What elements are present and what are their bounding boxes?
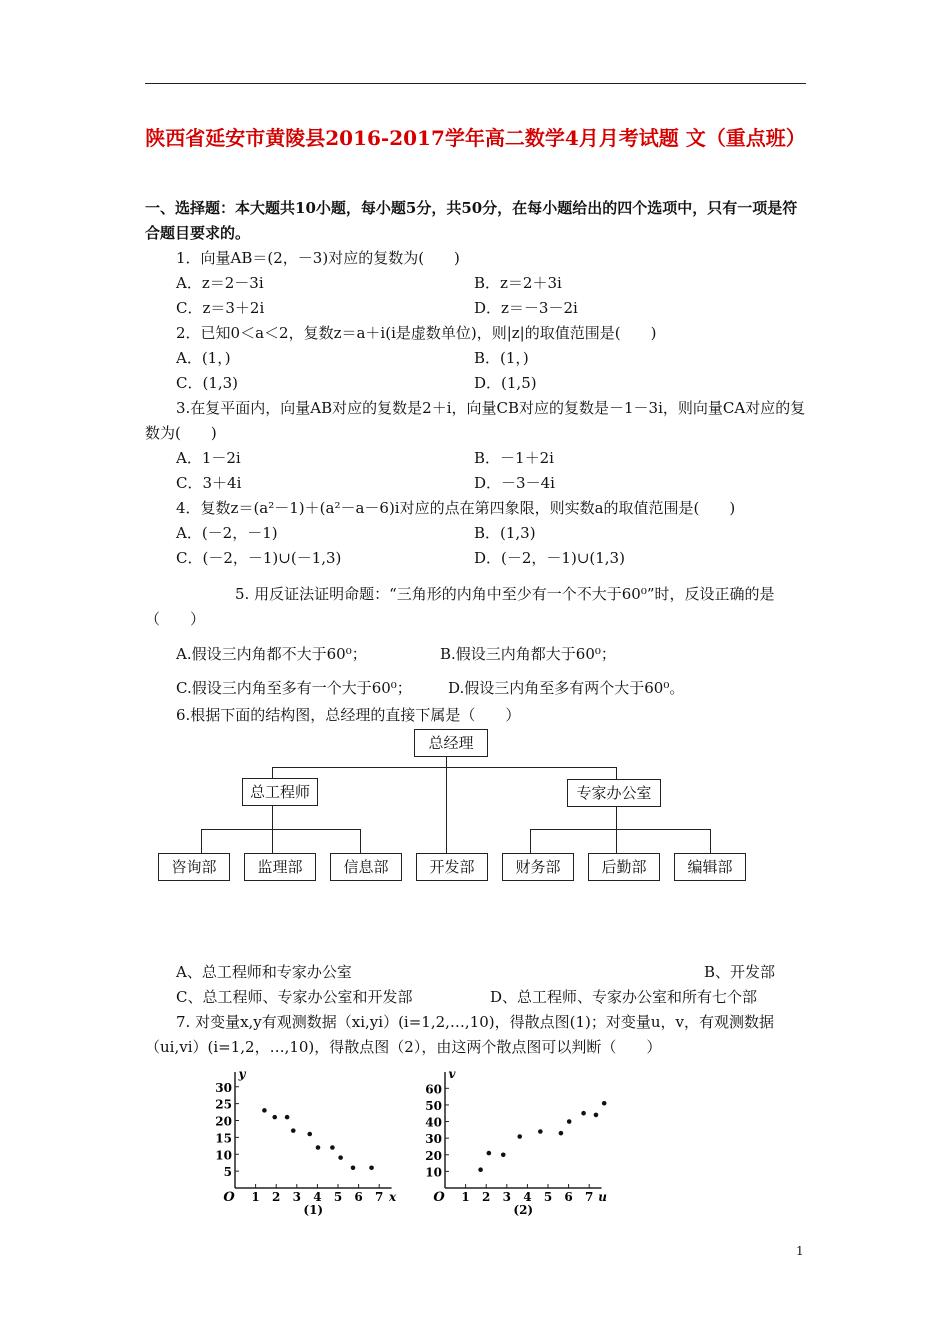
- q3-option-b: B．－1＋2i: [474, 449, 554, 467]
- q4-option-a: A．(－2，－1): [176, 524, 278, 542]
- data-point: [594, 1113, 599, 1118]
- org-connector: [201, 829, 360, 830]
- org-connector: [272, 767, 273, 778]
- page-title: 陕西省延安市黄陵县2016-2017学年高二数学4月月考试题 文（重点班）: [145, 126, 806, 150]
- y-tick-label: 50: [425, 1098, 442, 1113]
- y-tick-label: 25: [215, 1097, 232, 1112]
- y-tick-label: 30: [215, 1080, 232, 1095]
- y-tick-label: 60: [425, 1082, 442, 1097]
- x-tick-label: 5: [543, 1190, 553, 1204]
- x-tick-label: 3: [502, 1190, 511, 1204]
- data-point: [478, 1167, 483, 1172]
- origin-label: O: [223, 1190, 235, 1205]
- x-tick-label: 7: [585, 1190, 594, 1204]
- scatter-chart-2: [415, 1066, 630, 1222]
- data-point: [291, 1128, 296, 1133]
- org-root: 总经理: [414, 729, 488, 757]
- q2-option-b: B．(1，): [474, 349, 529, 367]
- y-tick-label: 20: [425, 1148, 442, 1163]
- question-3: 3.在复平面内，向量AB对应的复数是2＋i，向量CB对应的复数是－1－3i，则向量CA对应的复数为( ): [145, 399, 806, 442]
- y-tick-label: 5: [223, 1165, 232, 1180]
- org-connector: [710, 829, 711, 853]
- data-point: [316, 1145, 321, 1150]
- x-tick-label: 6: [354, 1190, 363, 1204]
- data-point: [272, 1115, 277, 1120]
- x-tick-label: 3: [292, 1190, 301, 1204]
- org-right-node: 专家办公室: [567, 779, 661, 807]
- section-heading: 一、选择题：本大题共10小题，每小题5分，共50分，在每小题给出的四个选项中，只有一项是符合题目要求的。: [145, 199, 798, 242]
- chart-title: (1): [303, 1203, 324, 1217]
- q2-option-a: A．(1，): [176, 349, 231, 367]
- q2-option-c: C．(1,3): [176, 374, 239, 392]
- q5-option-a: A.假设三内角都不大于60⁰；: [176, 645, 367, 663]
- q5-option-b: B.假设三内角都大于60⁰；: [440, 645, 616, 663]
- x-tick-label: 6: [564, 1190, 573, 1204]
- x-tick-label: 1: [251, 1190, 260, 1204]
- question-1: 1．向量AB＝(2，－3)对应的复数为( ): [176, 249, 460, 267]
- y-tick-label: 15: [215, 1131, 232, 1146]
- org-leaf: 信息部: [330, 853, 402, 881]
- y-tick-label: 10: [215, 1148, 232, 1163]
- x-tick-label: 1: [461, 1190, 470, 1204]
- q4-option-d: D．(－2，－1)∪(1,3): [474, 549, 625, 567]
- y-axis-label: y: [238, 1067, 246, 1081]
- q3-option-a: A．1－2i: [176, 449, 241, 467]
- data-point: [602, 1101, 607, 1106]
- q4-option-c: C．(－2，－1)∪(－1,3): [176, 549, 342, 567]
- data-point: [538, 1129, 543, 1134]
- org-leaf: 咨询部: [158, 853, 230, 881]
- data-point: [307, 1132, 312, 1137]
- x-tick-label: 7: [375, 1190, 384, 1204]
- x-tick-label: 2: [272, 1190, 281, 1204]
- q1-option-b: B．z＝2＋3i: [474, 274, 562, 292]
- x-axis-label: x: [388, 1190, 397, 1204]
- chart-title: (2): [513, 1203, 534, 1217]
- org-connector: [272, 767, 616, 768]
- org-connector: [616, 767, 617, 779]
- data-point: [262, 1108, 267, 1113]
- data-point: [285, 1115, 290, 1120]
- y-axis-label: v: [448, 1067, 456, 1081]
- data-point: [517, 1134, 522, 1139]
- x-tick-label: 5: [333, 1190, 343, 1204]
- x-tick-label: 4: [523, 1190, 532, 1204]
- question-4: 4．复数z＝(a²－1)＋(a²－a－6)i对应的点在第四象限，则实数a的取值范围是( ): [176, 499, 736, 517]
- org-leaf: 编辑部: [674, 853, 746, 881]
- q6-option-b: B、开发部: [704, 963, 776, 981]
- q3-option-c: C．3＋4i: [176, 474, 242, 492]
- org-connector: [530, 829, 710, 830]
- q3-option-d: D．－3－4i: [474, 474, 555, 492]
- q5-option-d: D.假设三内角至多有两个大于60⁰。: [448, 679, 685, 697]
- y-tick-label: 40: [425, 1115, 442, 1130]
- org-leaf: 监理部: [244, 853, 316, 881]
- origin-label: O: [433, 1190, 445, 1205]
- y-tick-label: 30: [425, 1132, 442, 1147]
- org-connector: [530, 829, 531, 853]
- org-connector: [360, 829, 361, 853]
- x-axis-label: u: [598, 1190, 607, 1204]
- q6-option-c: C、总工程师、专家办公室和开发部: [176, 988, 413, 1006]
- y-tick-label: 10: [425, 1165, 442, 1180]
- x-tick-label: 4: [313, 1190, 322, 1204]
- q6-option-d: D、总工程师、专家办公室和所有七个部: [490, 988, 758, 1006]
- q6-option-a: A、总工程师和专家办公室: [176, 963, 352, 981]
- question-6: 6.根据下面的结构图，总经理的直接下属是（ ）: [176, 706, 521, 724]
- question-5: 5. 用反证法证明命题：“三角形的内角中至少有一个不大于60⁰”时，反设正确的是（ ）: [145, 585, 775, 628]
- org-middle-node: 开发部: [416, 853, 488, 881]
- data-point: [501, 1152, 506, 1157]
- header-rule: [145, 83, 806, 84]
- q1-option-a: A．z＝2－3i: [176, 274, 264, 292]
- x-tick-label: 2: [482, 1190, 491, 1204]
- org-left-node: 总工程师: [242, 778, 318, 806]
- org-connector: [201, 829, 202, 853]
- data-point: [487, 1151, 492, 1156]
- data-point: [567, 1119, 572, 1124]
- q5-option-c: C.假设三内角至多有一个大于60⁰；: [176, 679, 412, 697]
- org-connector: [616, 807, 617, 853]
- q1-option-c: C．z＝3＋2i: [176, 299, 265, 317]
- scatter-chart-1: [205, 1066, 415, 1222]
- page-number: 1: [796, 1244, 804, 1258]
- data-point: [351, 1165, 356, 1170]
- data-point: [369, 1165, 374, 1170]
- q1-option-d: D．z＝－3－2i: [474, 299, 578, 317]
- q2-option-d: D．(1,5): [474, 374, 537, 392]
- org-leaf: 后勤部: [588, 853, 660, 881]
- data-point: [330, 1145, 335, 1150]
- q4-option-b: B．(1,3): [474, 524, 536, 542]
- org-connector: [446, 768, 447, 853]
- question-2: 2．已知0＜a＜2，复数z＝a＋i(i是虚数单位)，则|z|的取值范围是( ): [176, 324, 657, 342]
- data-point: [338, 1155, 343, 1160]
- question-7: 7. 对变量x,y有观测数据（xi,yi）(i=1,2,…,10)，得散点图(1)；对变量u，v，有观测数据（ui,vi）(i=1,2，…,10)，得散点图（2），由这两个散点图可以判断（ ）: [145, 1013, 775, 1056]
- org-leaf: 财务部: [502, 853, 574, 881]
- data-point: [581, 1111, 586, 1116]
- y-tick-label: 20: [215, 1114, 232, 1129]
- data-point: [559, 1131, 564, 1136]
